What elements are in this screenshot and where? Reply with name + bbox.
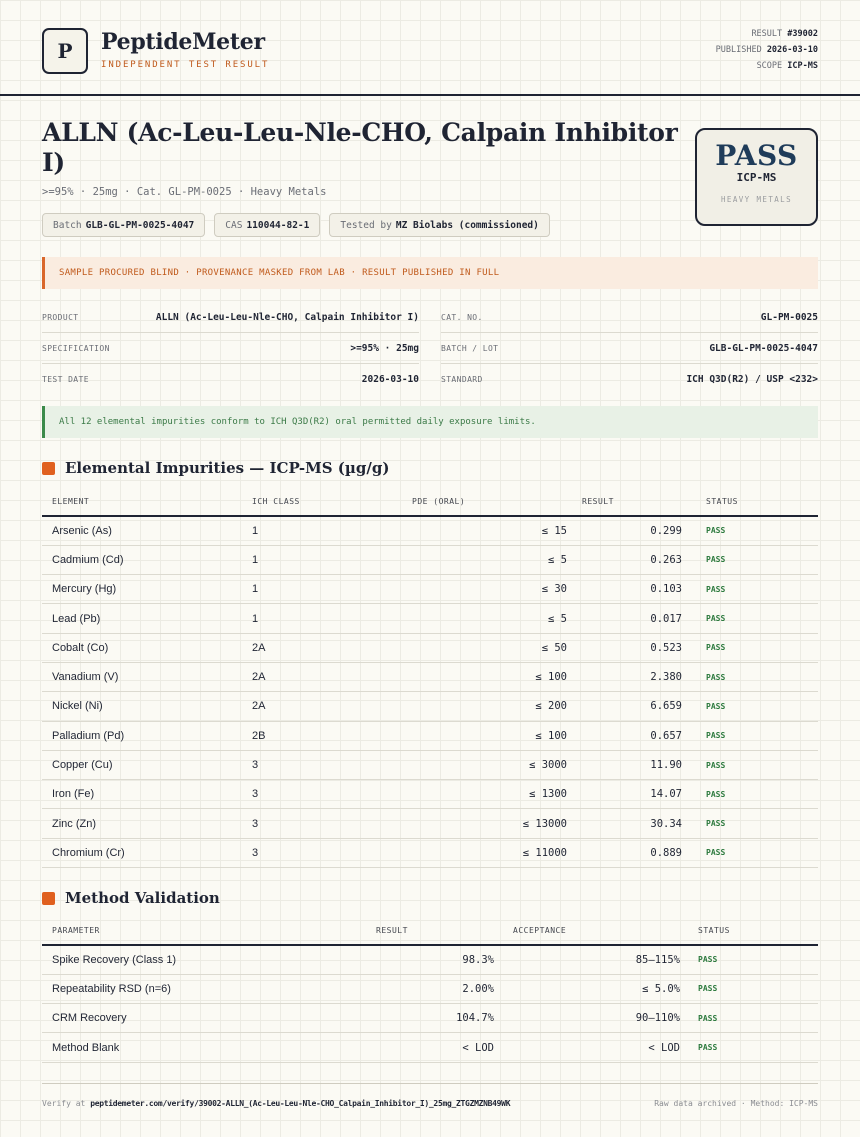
validation-section-heading bbox=[42, 889, 220, 907]
element-name: Copper (Cu) bbox=[42, 750, 252, 779]
chip-value: GLB-GL-PM-0025-4047 bbox=[85, 219, 195, 231]
table-row bbox=[42, 780, 818, 809]
status-badge: PASS bbox=[680, 1033, 818, 1062]
ich-class: 2A bbox=[252, 692, 412, 721]
chip-value: 110044-82-1 bbox=[246, 219, 310, 231]
logo: P bbox=[42, 28, 88, 74]
result-label: RESULT bbox=[751, 29, 783, 39]
info-value: 2026-03-10 bbox=[361, 374, 419, 385]
info-row bbox=[441, 333, 818, 364]
table-row bbox=[42, 575, 818, 604]
header bbox=[42, 26, 818, 76]
element-name: Mercury (Hg) bbox=[42, 575, 252, 604]
stamp-category: HEAVY METALS bbox=[721, 195, 792, 204]
table-row bbox=[42, 692, 818, 721]
element-name: Cobalt (Co) bbox=[42, 633, 252, 662]
impurities-body bbox=[42, 516, 818, 868]
acceptance-value: 85–115% bbox=[494, 945, 680, 974]
info-key: BATCH / LOT bbox=[441, 343, 499, 353]
status-badge: PASS bbox=[690, 692, 818, 721]
published-label: PUBLISHED bbox=[715, 45, 762, 55]
status-badge: PASS bbox=[690, 721, 818, 750]
pde-limit: ≤ 50 bbox=[412, 633, 567, 662]
info-row bbox=[441, 302, 818, 333]
pde-limit: ≤ 13000 bbox=[412, 809, 567, 838]
published-date: 2026-03-10 bbox=[766, 45, 818, 55]
table-header-row bbox=[42, 917, 818, 945]
stamp-result: PASS bbox=[715, 139, 798, 172]
tested-by-chip bbox=[329, 213, 549, 237]
col-header: RESULT bbox=[567, 488, 690, 516]
ich-class: 1 bbox=[252, 575, 412, 604]
pde-limit: ≤ 3000 bbox=[412, 750, 567, 779]
result-value: 0.299 bbox=[567, 516, 690, 545]
info-row bbox=[441, 364, 818, 395]
col-header: PDE (ORAL) bbox=[412, 488, 567, 516]
col-header: ACCEPTANCE bbox=[494, 917, 680, 945]
pde-limit: ≤ 100 bbox=[412, 721, 567, 750]
status-badge: PASS bbox=[690, 604, 818, 633]
info-row bbox=[42, 302, 419, 333]
result-value: 0.657 bbox=[567, 721, 690, 750]
ich-class: 2B bbox=[252, 721, 412, 750]
ich-class: 1 bbox=[252, 604, 412, 633]
brand-name: PeptideMeter bbox=[101, 29, 265, 55]
parameter-name: Method Blank bbox=[42, 1033, 362, 1062]
status-badge: PASS bbox=[690, 750, 818, 779]
table-row bbox=[42, 604, 818, 633]
impurities-table bbox=[42, 488, 818, 868]
result-value: 6.659 bbox=[567, 692, 690, 721]
col-header: PARAMETER bbox=[42, 917, 362, 945]
table-row bbox=[42, 838, 818, 867]
result-value: 14.07 bbox=[567, 780, 690, 809]
info-value: GLB-GL-PM-0025-4047 bbox=[709, 342, 818, 354]
status-badge: PASS bbox=[690, 838, 818, 867]
archive-note: Raw data archived · Method: ICP-MS bbox=[654, 1099, 818, 1108]
chip-label: Batch bbox=[53, 219, 82, 231]
validation-table bbox=[42, 917, 818, 1063]
result-value: < LOD bbox=[362, 1033, 494, 1062]
pde-limit: ≤ 30 bbox=[412, 575, 567, 604]
blind-notice: SAMPLE PROCURED BLIND · PROVENANCE MASKED FROM LAB · RESULT PUBLISHED IN FULL bbox=[42, 257, 818, 289]
status-badge: PASS bbox=[690, 545, 818, 574]
result-value: 0.017 bbox=[567, 604, 690, 633]
info-value: ICH Q3D(R2) / USP <232> bbox=[686, 374, 818, 385]
col-header: RESULT bbox=[362, 917, 494, 945]
info-key: SPECIFICATION bbox=[42, 343, 110, 353]
parameter-name: Repeatability RSD (n=6) bbox=[42, 974, 362, 1003]
acceptance-value: < LOD bbox=[494, 1033, 680, 1062]
header-divider bbox=[0, 94, 860, 96]
ich-class: 1 bbox=[252, 545, 412, 574]
status-badge: PASS bbox=[680, 974, 818, 1003]
pass-stamp bbox=[695, 128, 818, 226]
chip-value: MZ Biolabs (commissioned) bbox=[395, 219, 539, 231]
chip-label: Tested by bbox=[340, 219, 392, 231]
info-left bbox=[42, 302, 419, 395]
status-badge: PASS bbox=[690, 633, 818, 662]
chip-label: CAS bbox=[225, 219, 243, 231]
result-value: 104.7% bbox=[362, 1004, 494, 1033]
status-badge: PASS bbox=[690, 516, 818, 545]
pde-limit: ≤ 5 bbox=[412, 604, 567, 633]
status-badge: PASS bbox=[690, 662, 818, 691]
validation-body bbox=[42, 945, 818, 1062]
brand-tagline: INDEPENDENT TEST RESULT bbox=[101, 60, 270, 70]
info-key: CAT. NO. bbox=[441, 312, 483, 322]
scope-value: ICP-MS bbox=[787, 61, 818, 71]
pde-limit: ≤ 100 bbox=[412, 662, 567, 691]
validation-heading: Method Validation bbox=[65, 889, 220, 907]
col-header: STATUS bbox=[690, 488, 818, 516]
table-row bbox=[42, 721, 818, 750]
table-row bbox=[42, 516, 818, 545]
result-value: 30.34 bbox=[567, 809, 690, 838]
product-chips bbox=[42, 213, 550, 237]
result-value: 98.3% bbox=[362, 945, 494, 974]
pde-limit: ≤ 11000 bbox=[412, 838, 567, 867]
element-name: Cadmium (Cd) bbox=[42, 545, 252, 574]
cas-chip bbox=[214, 213, 320, 237]
info-right bbox=[441, 302, 818, 395]
ich-class: 3 bbox=[252, 780, 412, 809]
parameter-name: Spike Recovery (Class 1) bbox=[42, 945, 362, 974]
element-name: Zinc (Zn) bbox=[42, 809, 252, 838]
status-badge: PASS bbox=[680, 1004, 818, 1033]
table-row bbox=[42, 545, 818, 574]
verify-link[interactable]: peptidemeter.com/verify/39002-ALLN_(Ac-Leu-Leu-Nle-CHO_Calpain_Inhibitor_I)_25mg_ZTGZMZNB49WK bbox=[90, 1099, 511, 1108]
scope-label: SCOPE bbox=[756, 61, 783, 71]
table-row bbox=[42, 809, 818, 838]
impurities-heading: Elemental Impurities — ICP-MS (µg/g) bbox=[65, 459, 390, 477]
pde-limit: ≤ 200 bbox=[412, 692, 567, 721]
acceptance-value: ≤ 5.0% bbox=[494, 974, 680, 1003]
result-value: 2.00% bbox=[362, 974, 494, 1003]
col-header: ICH CLASS bbox=[252, 488, 412, 516]
section-marker-icon bbox=[42, 892, 55, 905]
col-header: ELEMENT bbox=[42, 488, 252, 516]
verify-line bbox=[42, 1099, 510, 1108]
element-name: Arsenic (As) bbox=[42, 516, 252, 545]
table-row bbox=[42, 750, 818, 779]
section-marker-icon bbox=[42, 462, 55, 475]
table-row bbox=[42, 1004, 818, 1033]
ich-class: 3 bbox=[252, 750, 412, 779]
info-value: ALLN (Ac-Leu-Leu-Nle-CHO, Calpain Inhibitor I) bbox=[155, 311, 419, 323]
info-row bbox=[42, 333, 419, 364]
table-row bbox=[42, 633, 818, 662]
result-meta bbox=[716, 26, 818, 74]
element-name: Lead (Pb) bbox=[42, 604, 252, 633]
info-key: PRODUCT bbox=[42, 312, 79, 322]
info-key: STANDARD bbox=[441, 375, 483, 384]
ich-class: 2A bbox=[252, 662, 412, 691]
ich-class: 3 bbox=[252, 809, 412, 838]
col-header: STATUS bbox=[680, 917, 818, 945]
conformance-notice: All 12 elemental impurities conform to ICH Q3D(R2) oral permitted daily exposure limits. bbox=[42, 406, 818, 438]
element-name: Chromium (Cr) bbox=[42, 838, 252, 867]
result-value: 0.103 bbox=[567, 575, 690, 604]
batch-chip bbox=[42, 213, 205, 237]
result-value: 2.380 bbox=[567, 662, 690, 691]
result-number: #39002 bbox=[787, 29, 818, 39]
info-value: >=95% · 25mg bbox=[350, 342, 419, 354]
element-name: Palladium (Pd) bbox=[42, 721, 252, 750]
result-value: 0.523 bbox=[567, 633, 690, 662]
status-badge: PASS bbox=[680, 945, 818, 974]
result-value: 0.263 bbox=[567, 545, 690, 574]
ich-class: 1 bbox=[252, 516, 412, 545]
ich-class: 2A bbox=[252, 633, 412, 662]
result-value: 11.90 bbox=[567, 750, 690, 779]
impurities-section-heading bbox=[42, 459, 389, 477]
info-value: GL-PM-0025 bbox=[760, 311, 818, 323]
verify-label: Verify at bbox=[42, 1099, 86, 1108]
product-subtitle: >=95% · 25mg · Cat. GL-PM-0025 · Heavy Metals bbox=[42, 186, 327, 198]
element-name: Vanadium (V) bbox=[42, 662, 252, 691]
table-row bbox=[42, 945, 818, 974]
product-title: ALLN (Ac-Leu-Leu-Nle-CHO, Calpain Inhibitor I) bbox=[42, 118, 678, 177]
acceptance-value: 90–110% bbox=[494, 1004, 680, 1033]
status-badge: PASS bbox=[690, 575, 818, 604]
status-badge: PASS bbox=[690, 780, 818, 809]
ich-class: 3 bbox=[252, 838, 412, 867]
element-name: Iron (Fe) bbox=[42, 780, 252, 809]
pde-limit: ≤ 5 bbox=[412, 545, 567, 574]
info-key: TEST DATE bbox=[42, 375, 89, 384]
element-name: Nickel (Ni) bbox=[42, 692, 252, 721]
status-badge: PASS bbox=[690, 809, 818, 838]
parameter-name: CRM Recovery bbox=[42, 1004, 362, 1033]
pde-limit: ≤ 15 bbox=[412, 516, 567, 545]
stamp-method: ICP-MS bbox=[736, 171, 777, 184]
result-value: 0.889 bbox=[567, 838, 690, 867]
table-row bbox=[42, 974, 818, 1003]
table-row bbox=[42, 662, 818, 691]
table-header-row bbox=[42, 488, 818, 516]
table-row bbox=[42, 1033, 818, 1062]
info-row bbox=[42, 364, 419, 395]
footer-divider bbox=[42, 1083, 818, 1084]
pde-limit: ≤ 1300 bbox=[412, 780, 567, 809]
